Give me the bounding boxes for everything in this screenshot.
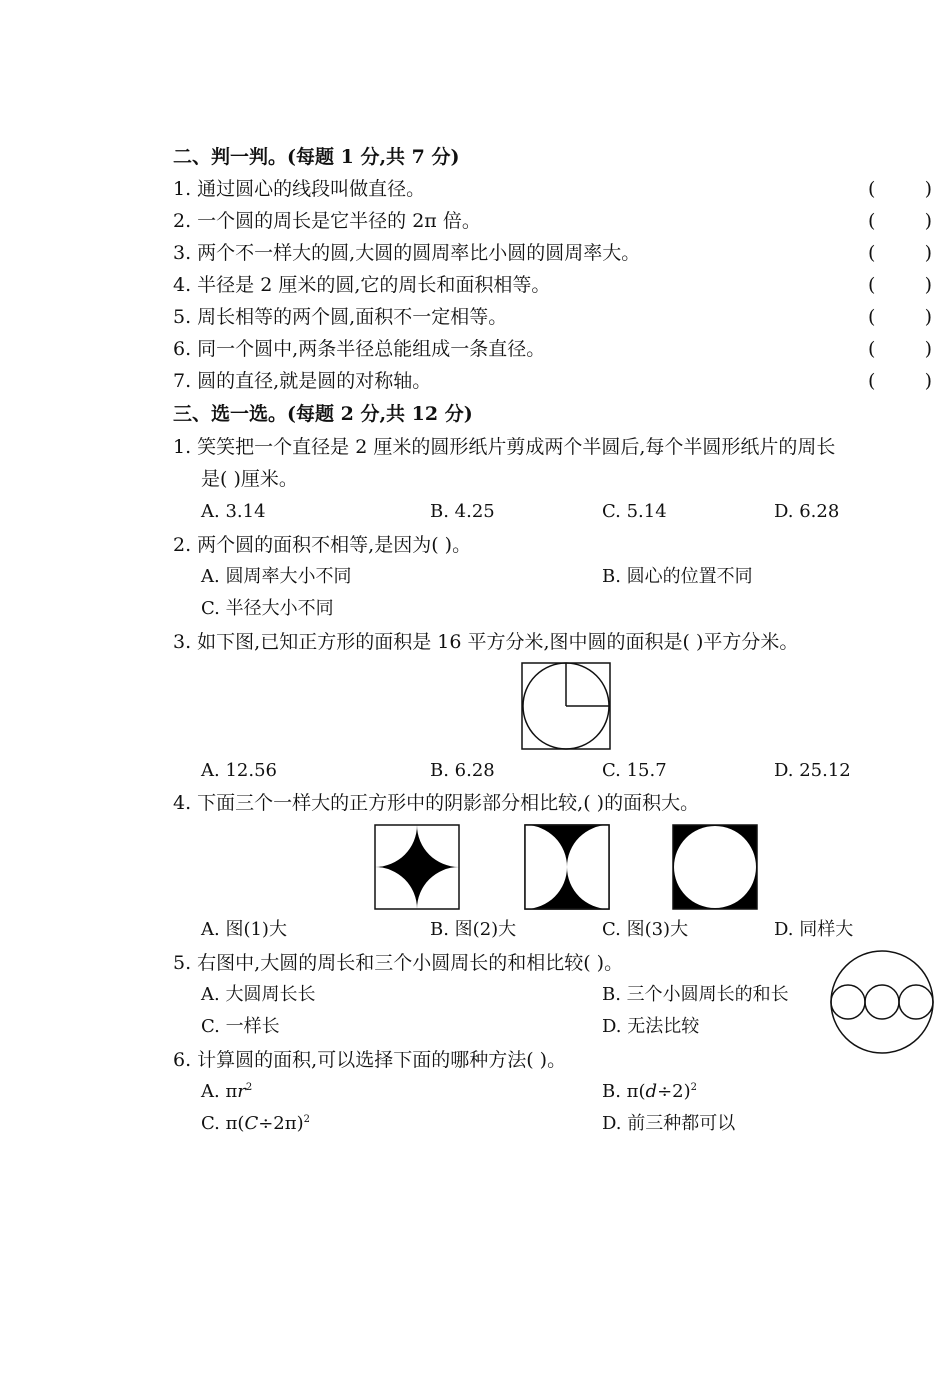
- choice-q5: 5. 右图中,大圆的周长和三个小圆周长的和相比较( )。: [173, 952, 624, 974]
- answer-paren-5[interactable]: ( ): [868, 306, 932, 328]
- answer-paren-3[interactable]: ( ): [868, 242, 932, 264]
- judge-item-6: 6. 同一个圆中,两条半径总能组成一条直径。: [173, 338, 546, 360]
- choice-q6: 6. 计算圆的面积,可以选择下面的哪种方法( )。: [173, 1049, 567, 1071]
- q6-option-d[interactable]: D. 前三种都可以: [602, 1113, 736, 1134]
- q1-option-b[interactable]: B. 4.25: [430, 501, 495, 522]
- q6-option-a[interactable]: A. $\pi r^2$: [201, 1081, 253, 1102]
- q5-option-b[interactable]: B. 三个小圆周长的和长: [602, 984, 789, 1005]
- judge-item-2: 2. 一个圆的周长是它半径的 2π 倍。: [173, 210, 481, 232]
- q2-option-a[interactable]: A. 圆周率大小不同: [201, 566, 352, 587]
- q1-option-a[interactable]: A. 3.14: [201, 501, 266, 522]
- judge-item-4: 4. 半径是 2 厘米的圆,它的周长和面积相等。: [173, 274, 551, 296]
- q2-option-b[interactable]: B. 圆心的位置不同: [602, 566, 753, 587]
- choice-q2: 2. 两个圆的面积不相等,是因为( )。: [173, 534, 472, 556]
- figure-2-two-semicircles: [524, 824, 610, 910]
- q3-option-a[interactable]: A. 12.56: [201, 760, 277, 781]
- q5-option-c[interactable]: C. 一样长: [201, 1016, 280, 1037]
- big-circle-three-small-circles-figure: [829, 949, 935, 1055]
- q4-option-b[interactable]: B. 图(2)大: [430, 919, 517, 940]
- section-3-title: 三、选一选。(每题 2 分,共 12 分): [173, 403, 473, 425]
- judge-item-5: 5. 周长相等的两个圆,面积不一定相等。: [173, 306, 508, 328]
- answer-paren-2[interactable]: ( ): [868, 210, 932, 232]
- choice-q4: 4. 下面三个一样大的正方形中的阴影部分相比较,( )的面积大。: [173, 792, 700, 814]
- figure-1-four-quarter-circles: [374, 824, 460, 910]
- q4-option-a[interactable]: A. 图(1)大: [201, 919, 287, 940]
- q4-option-d[interactable]: D. 同样大: [774, 919, 854, 940]
- q5-option-d[interactable]: D. 无法比较: [602, 1016, 700, 1037]
- square-circle-figure: [521, 662, 613, 752]
- q1-option-d[interactable]: D. 6.28: [774, 501, 840, 522]
- answer-paren-4[interactable]: ( ): [868, 274, 932, 296]
- q6-option-b[interactable]: B. $\pi(d\div 2)^2$: [602, 1081, 697, 1102]
- choice-q1-line1: 1. 笑笑把一个直径是 2 厘米的圆形纸片剪成两个半圆后,每个半圆形纸片的周长: [173, 436, 836, 458]
- q4-option-c[interactable]: C. 图(3)大: [602, 919, 689, 940]
- q5-option-a[interactable]: A. 大圆周长长: [201, 984, 316, 1005]
- q6-option-c[interactable]: C. $\pi(C\div 2\pi)^2$: [201, 1113, 310, 1134]
- section-2-title: 二、判一判。(每题 1 分,共 7 分): [173, 146, 460, 168]
- q3-option-d[interactable]: D. 25.12: [774, 760, 851, 781]
- choice-q1-line2: 是( )厘米。: [201, 468, 298, 490]
- answer-paren-1[interactable]: ( ): [868, 178, 932, 200]
- judge-item-3: 3. 两个不一样大的圆,大圆的圆周率比小圆的圆周率大。: [173, 242, 641, 264]
- judge-item-1: 1. 通过圆心的线段叫做直径。: [173, 178, 426, 200]
- choice-q3: 3. 如下图,已知正方形的面积是 16 平方分米,图中圆的面积是( )平方分米。: [173, 631, 799, 653]
- q1-option-c[interactable]: C. 5.14: [602, 501, 667, 522]
- q3-option-b[interactable]: B. 6.28: [430, 760, 495, 781]
- answer-paren-6[interactable]: ( ): [868, 338, 932, 360]
- judge-item-7: 7. 圆的直径,就是圆的对称轴。: [173, 370, 432, 392]
- q2-option-c[interactable]: C. 半径大小不同: [201, 598, 334, 619]
- answer-paren-7[interactable]: ( ): [868, 370, 932, 392]
- figure-3-inscribed-circle: [672, 824, 758, 910]
- q3-option-c[interactable]: C. 15.7: [602, 760, 667, 781]
